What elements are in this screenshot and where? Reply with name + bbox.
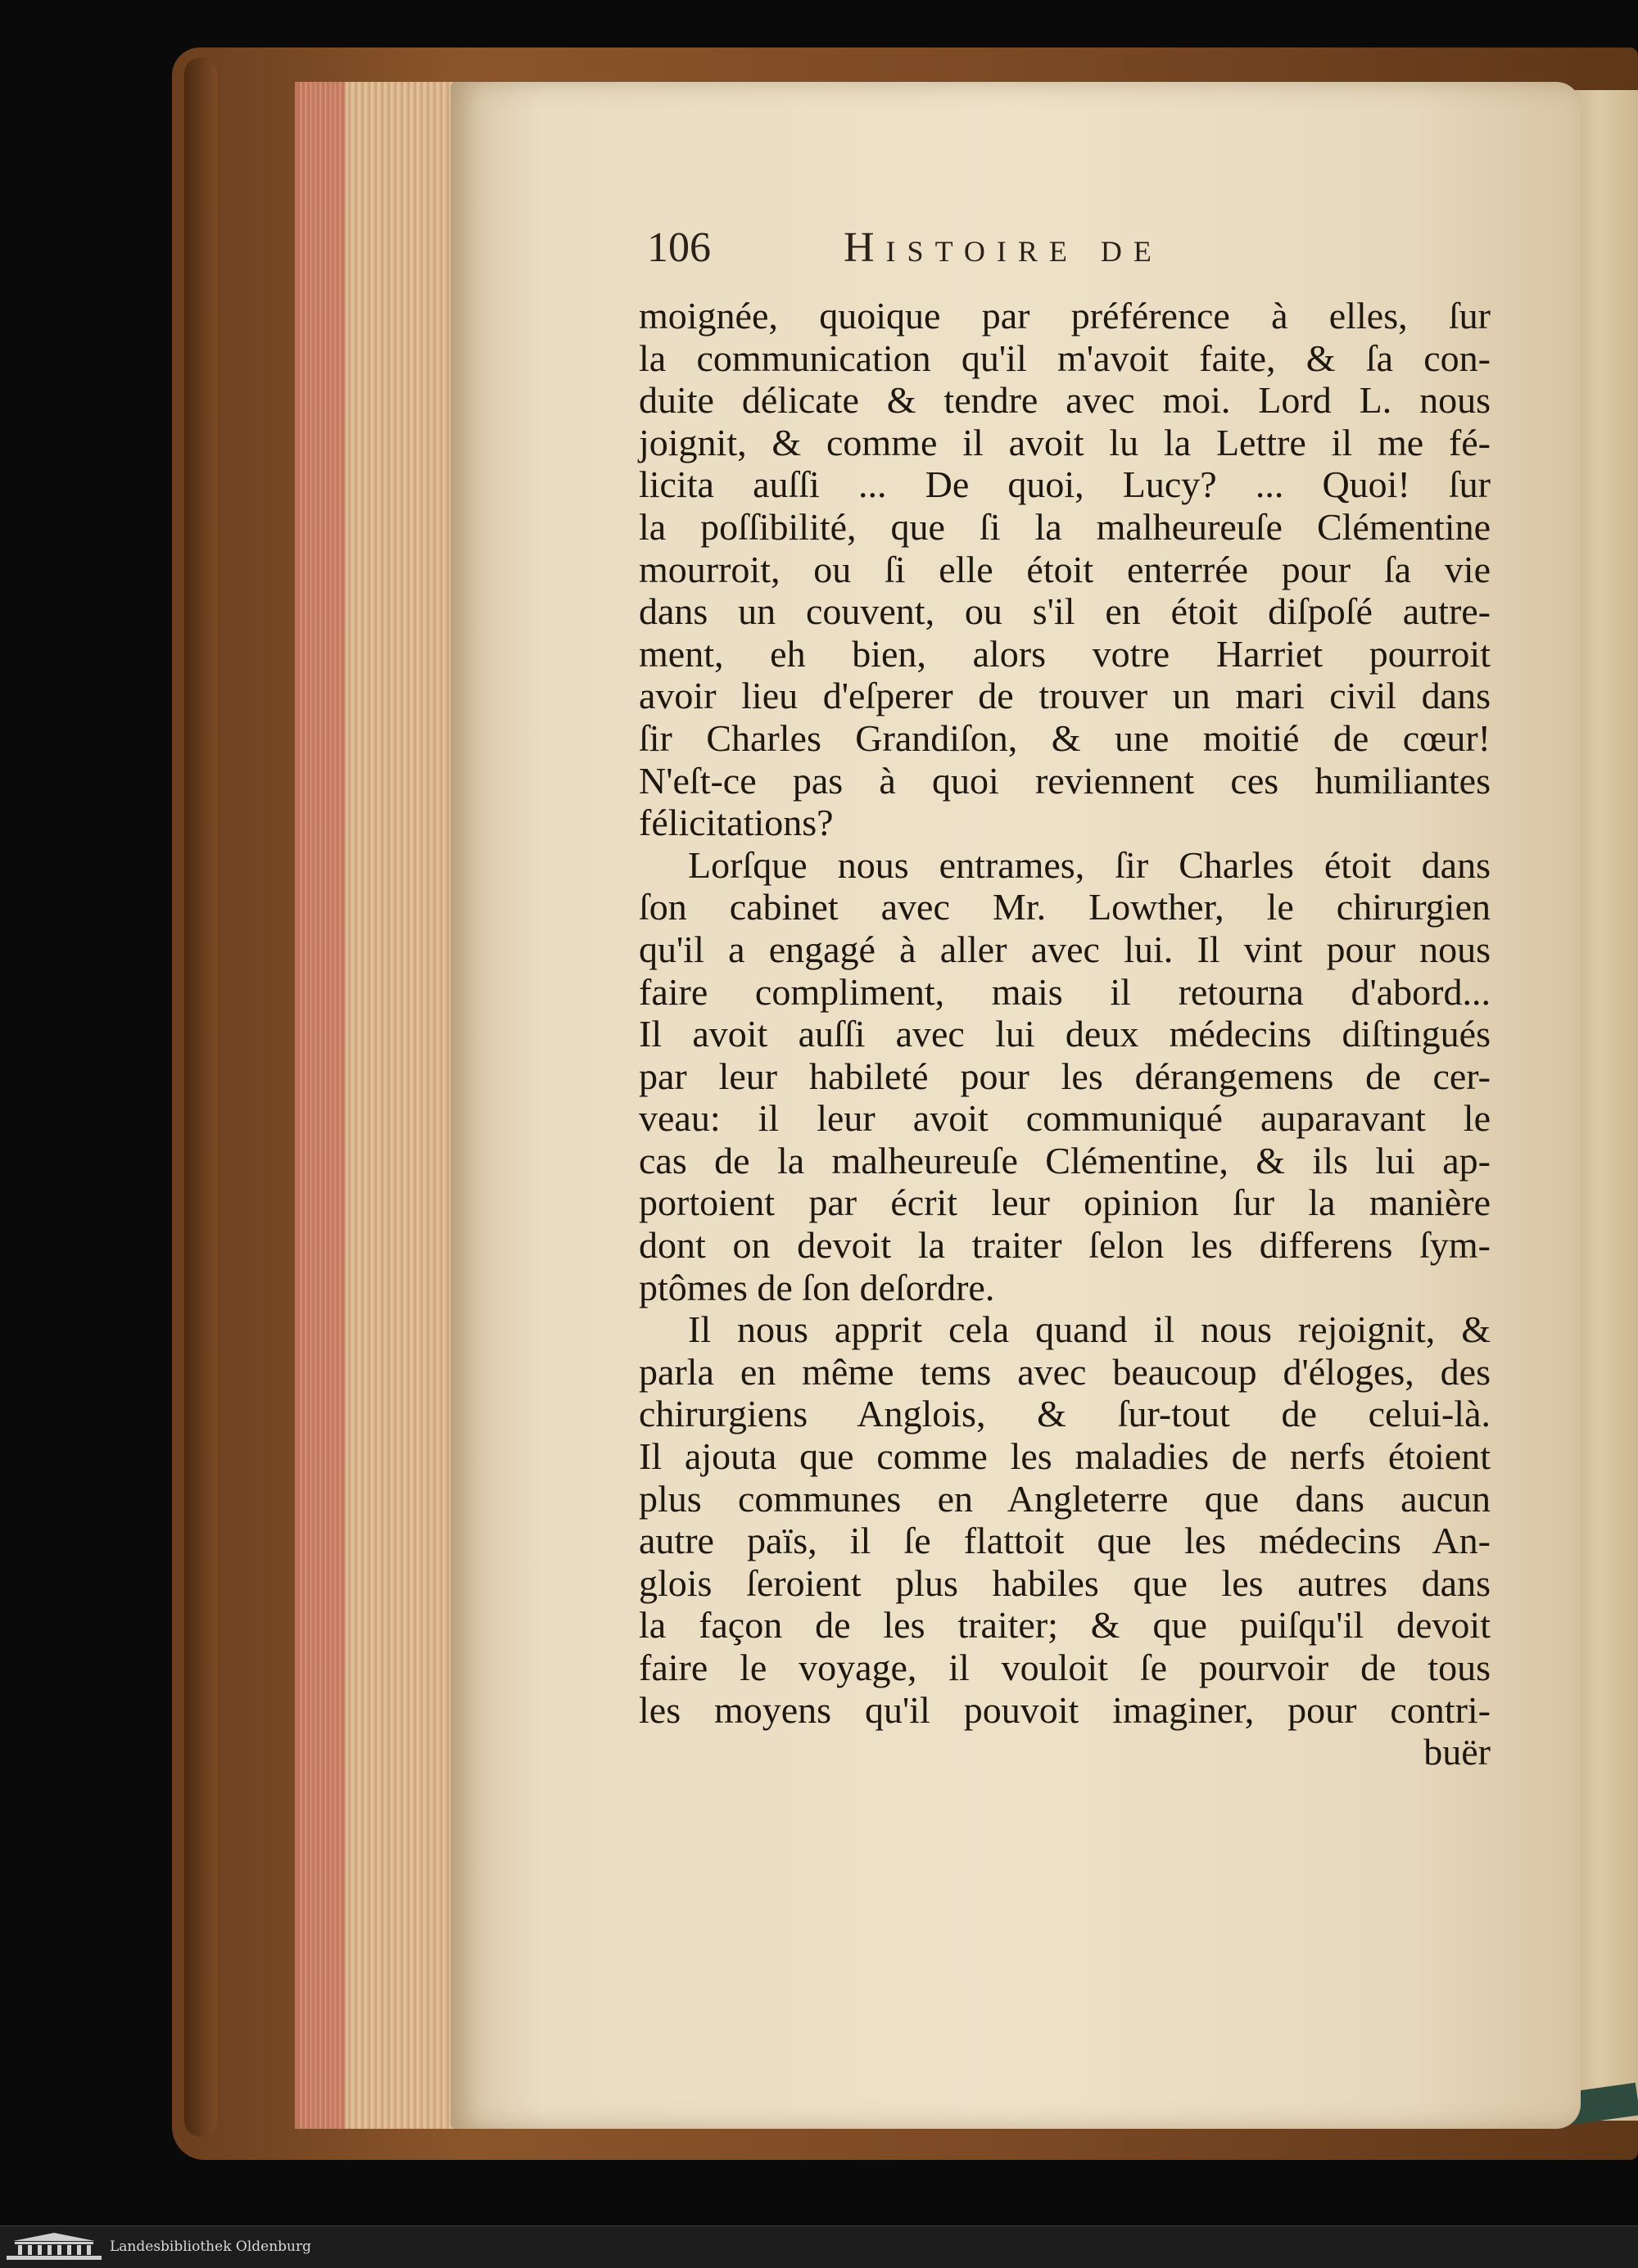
text-line: mourroit, ou ſi elle étoit enterrée pour ſa vie xyxy=(639,548,1491,590)
text-line: qu'il a engagé à aller avec lui. Il vint pour nous xyxy=(639,928,1491,970)
page-number: 106 xyxy=(647,224,711,271)
running-head xyxy=(647,219,1351,277)
text-line: plus communes en Angleterre que dans aucun xyxy=(639,1477,1491,1520)
text-line: chirurgiens Anglois, & ſur-tout de celui-là. xyxy=(639,1393,1491,1435)
text-line: duite délicate & tendre avec moi. Lord L. nous xyxy=(639,379,1491,422)
text-line: avoir lieu d'eſperer de trouver un mari civil dans xyxy=(639,675,1491,717)
text-line: licita auſſi ... De quoi, Lucy? ... Quoi! ſur xyxy=(639,463,1491,506)
library-building-logo-icon xyxy=(5,2231,103,2262)
text-line: Il avoit auſſi avec lui deux médecins diſtingués xyxy=(639,1013,1491,1055)
text-line: veau: il leur avoit communiqué auparavant le xyxy=(639,1097,1491,1140)
text-line: par leur habileté pour les dérangemens de cer- xyxy=(639,1055,1491,1097)
body-text xyxy=(639,295,1491,1773)
text-line: cas de la malheureuſe Clémentine, & ils lui ap- xyxy=(639,1139,1491,1181)
text-line: la communication qu'il m'avoit faite, & ſa con- xyxy=(639,337,1491,379)
text-line: Il ajouta que comme les maladies de nerfs étoient xyxy=(639,1435,1491,1478)
book-spine-edge xyxy=(184,57,217,2137)
text-line: dans un couvent, ou s'il en étoit diſpoſé autre- xyxy=(639,590,1491,633)
library-name: Landesbibliothek Oldenburg xyxy=(110,2239,312,2255)
text-line: autre païs, il ſe flattoit que les médecins An- xyxy=(639,1520,1491,1562)
text-line: la poſſibilité, que ſi la malheureuſe Clémentine xyxy=(639,505,1491,548)
text-line: faire le voyage, il vouloit ſe pourvoir de tous xyxy=(639,1647,1491,1688)
text-line: ſir Charles Grandiſon, & une moitié de cœur! xyxy=(639,716,1491,759)
text-line: faire compliment, mais il retourna d'abord... xyxy=(639,970,1491,1013)
text-line: les moyens qu'il pouvoit imaginer, pour contri- xyxy=(639,1688,1491,1731)
text-line: glois ſeroient plus habiles que les autres dans xyxy=(639,1561,1491,1604)
text-line: la façon de les traiter; & que puiſqu'il devoit xyxy=(639,1604,1491,1647)
footer-bar xyxy=(0,2225,1638,2268)
text-line: ptômes de ſon deſordre. xyxy=(639,1266,995,1308)
text-line: joignit, & comme il avoit lu la Lettre il me fé- xyxy=(639,421,1491,463)
running-title: Histoire de xyxy=(844,224,1163,271)
text-line: N'eſt-ce pas à quoi reviennent ces humiliantes xyxy=(639,759,1491,802)
text-line: ment, eh bien, alors votre Harriet pourroit xyxy=(639,632,1491,675)
red-page-edges xyxy=(296,82,346,2129)
text-line: dont on devoit la traiter ſelon les differens ſym- xyxy=(639,1224,1491,1267)
text-line: Lorſque nous entrames, ſir Charles étoit dans xyxy=(688,843,1491,886)
text-line: parla en même tems avec beaucoup d'éloges, des xyxy=(639,1350,1491,1393)
text-line: ſon cabinet avec Mr. Lowther, le chirurgien xyxy=(639,886,1491,928)
catchword: buër xyxy=(1423,1731,1491,1773)
text-line: moignée, quoique par préférence à elles, ſur xyxy=(639,295,1491,337)
text-line: félicitations? xyxy=(639,802,834,844)
text-line: portoient par écrit leur opinion ſur la manière xyxy=(639,1181,1491,1224)
text-line: Il nous apprit cela quand il nous rejoignit, & xyxy=(688,1308,1491,1351)
